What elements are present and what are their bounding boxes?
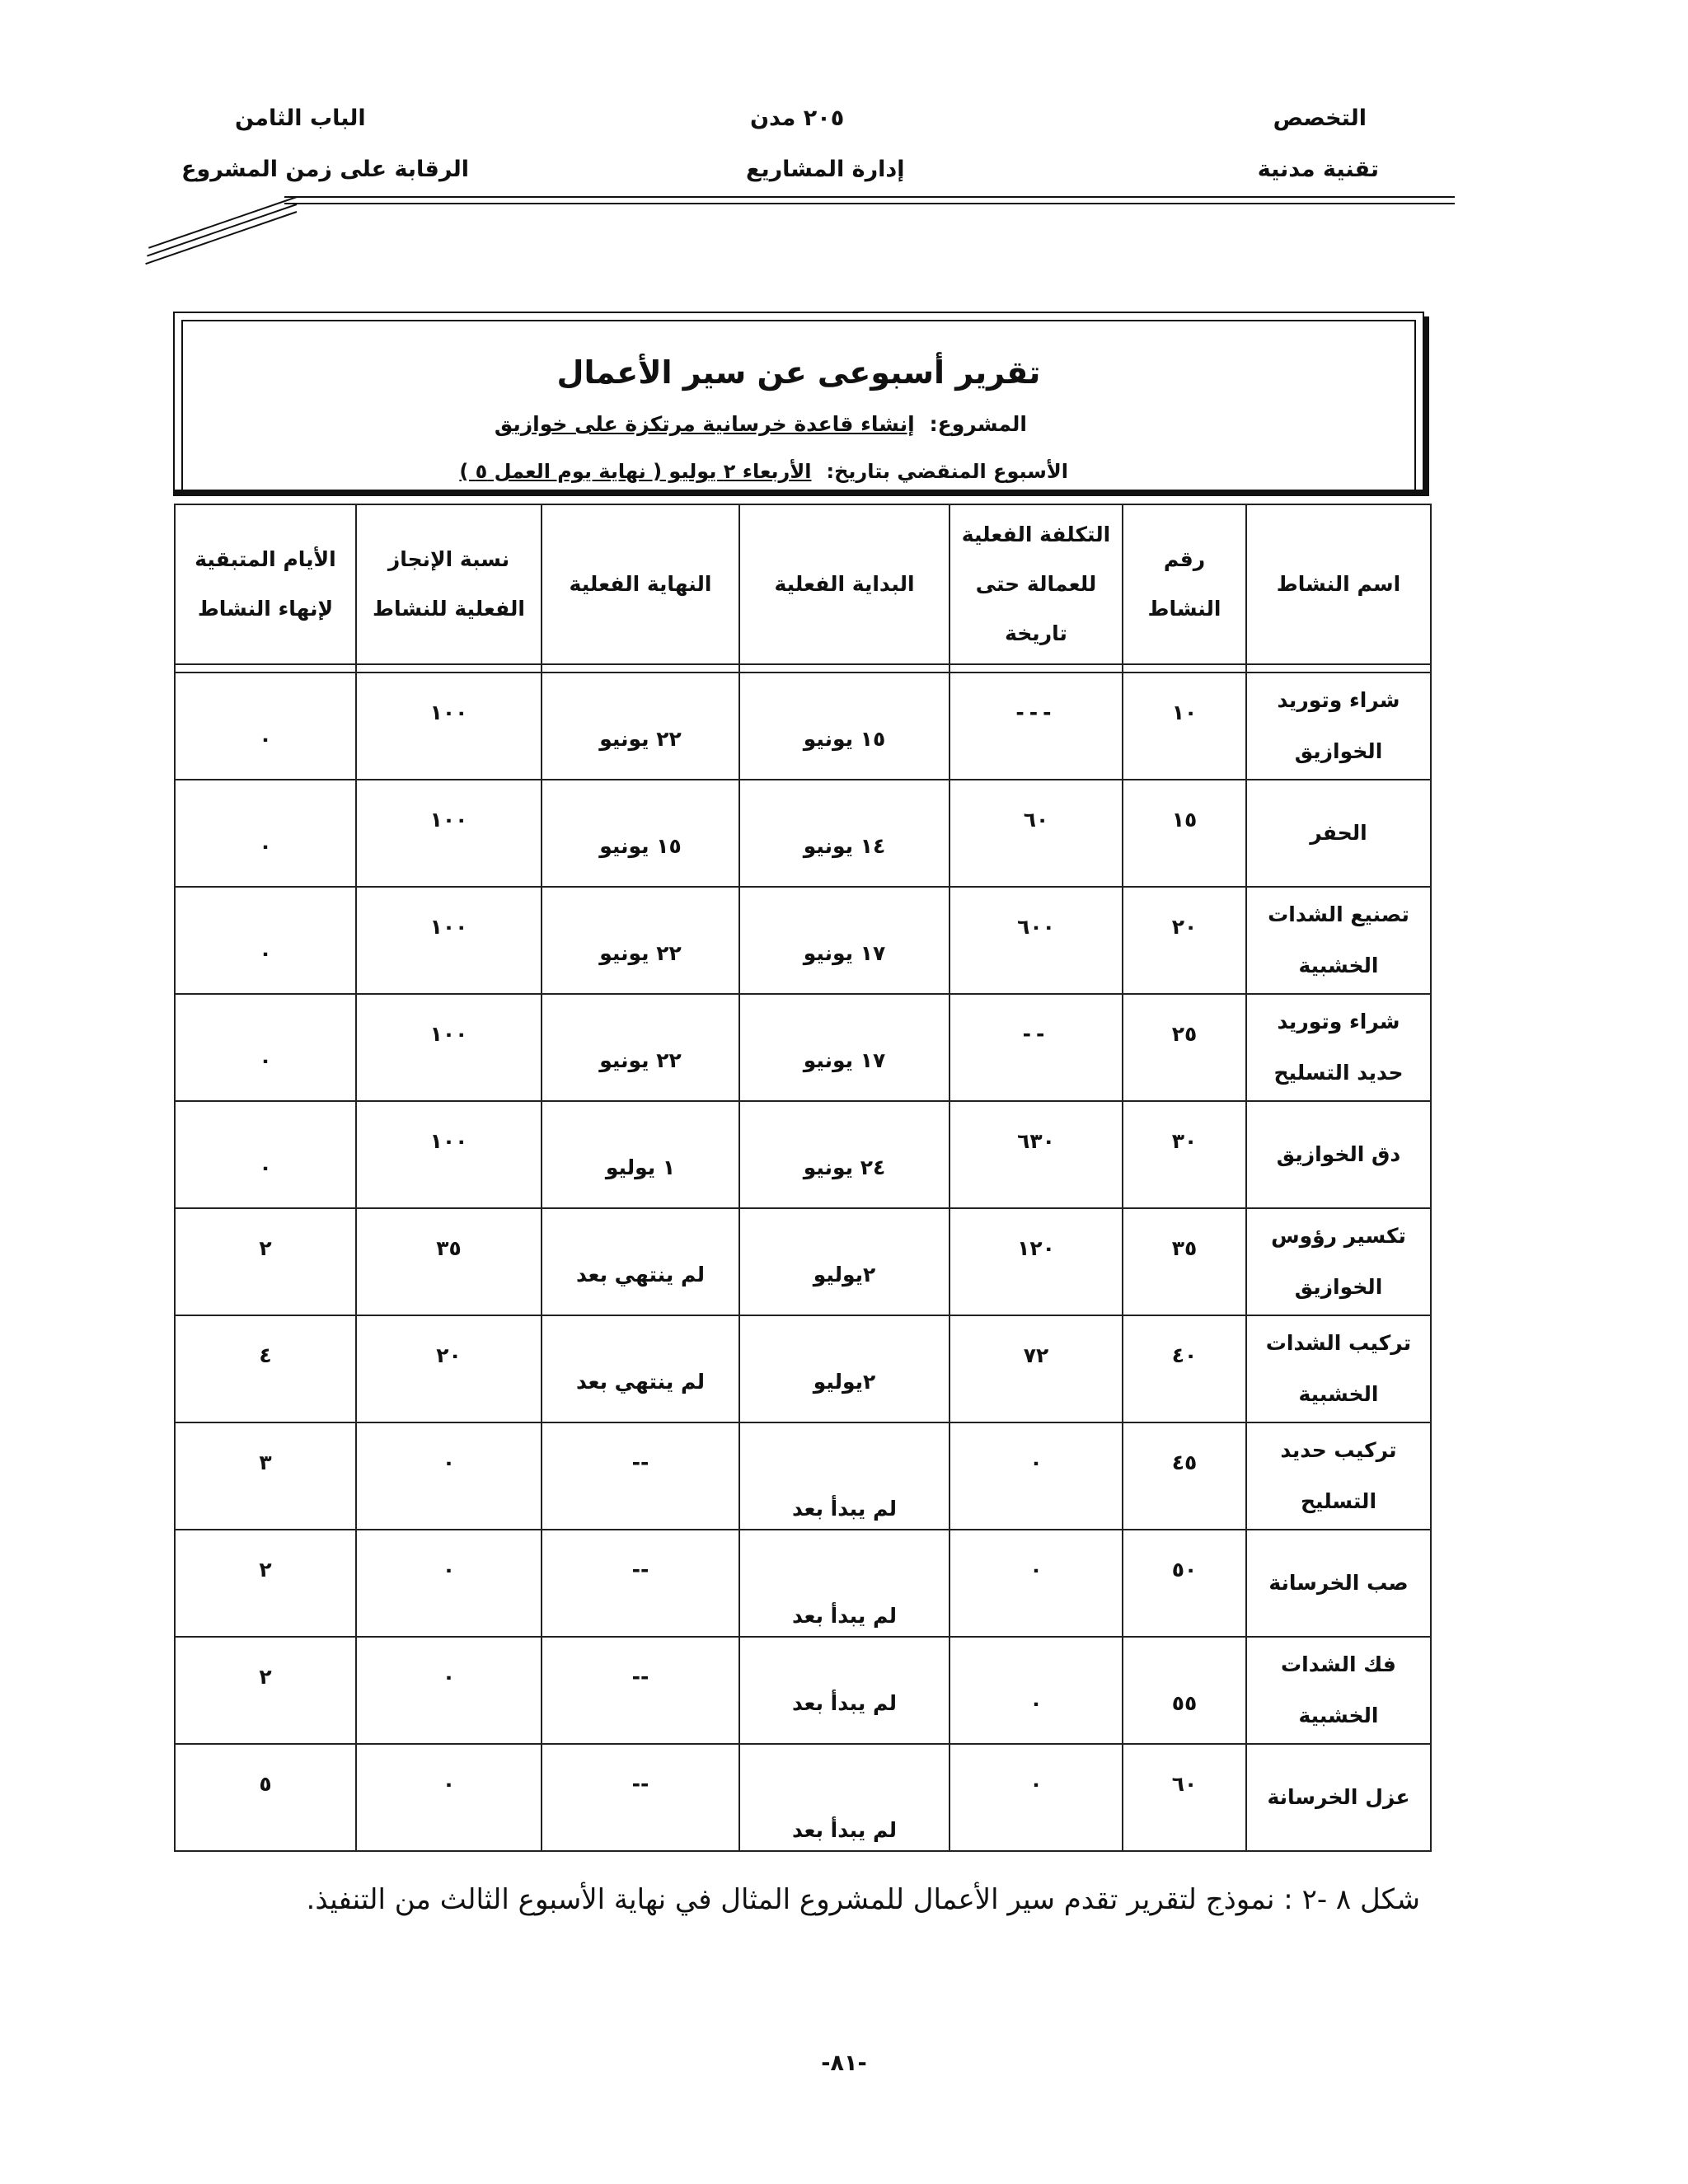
actual-start: ١٧ يونيو [739, 994, 950, 1101]
actual-start: ١٥ يونيو [739, 673, 950, 780]
table-row [175, 780, 1431, 887]
percent-complete: ١٠٠ [356, 994, 542, 1101]
header-specialty-value: تقنية مدنية [1257, 157, 1379, 182]
header-course-name: إدارة المشاريع [746, 157, 905, 182]
actual-finish: -- [542, 1744, 739, 1851]
labor-cost: ٠ [950, 1637, 1123, 1744]
percent-complete: ٠ [356, 1744, 542, 1851]
remaining-days: ٥ [175, 1744, 356, 1851]
remaining-days: ٢ [175, 1208, 356, 1315]
activity-name: صب الخرسانة [1246, 1530, 1431, 1637]
labor-cost: ٠ [950, 1422, 1123, 1530]
header-activity-name: اسم النشاط [1246, 504, 1431, 664]
labor-cost: ٦٠ [950, 780, 1123, 887]
week-value: الأربعاء ٢ يوليو ( نهاية يوم العمل ٥ ) [459, 460, 812, 483]
activity-no: ٢٠ [1123, 887, 1246, 994]
activity-no: ٥٠ [1123, 1530, 1246, 1637]
actual-start: ٢٤ يونيو [739, 1101, 950, 1208]
actual-start: لم يبدأ بعد [739, 1530, 950, 1637]
activity-no: ٤٥ [1123, 1422, 1246, 1530]
table-row [175, 1422, 1431, 1530]
table-row [175, 1101, 1431, 1208]
header-labor-cost: التكلفة الفعلية للعمالة حتى تاريخة [950, 504, 1123, 664]
percent-complete: ١٠٠ [356, 887, 542, 994]
activity-no: ٣٠ [1123, 1101, 1246, 1208]
table-row [175, 1530, 1431, 1637]
labor-cost: ٦٠٠ [950, 887, 1123, 994]
header-rule [284, 203, 1455, 204]
activity-name: شراء وتوريد حديد التسليح [1246, 994, 1431, 1101]
header-specialty-label: التخصص [1273, 105, 1367, 131]
percent-complete: ١٠٠ [356, 673, 542, 780]
percent-complete: ٠ [356, 1530, 542, 1637]
actual-finish: لم ينتهي بعد [542, 1315, 739, 1422]
progress-report-table [174, 504, 1432, 1852]
activity-name: تركيب الشدات الخشبية [1246, 1315, 1431, 1422]
actual-finish: ١ يوليو [542, 1101, 739, 1208]
percent-complete: ٠ [356, 1422, 542, 1530]
header-percent-complete: نسبة الإنجاز الفعلية للنشاط [356, 504, 542, 664]
activity-name: فك الشدات الخشبية [1246, 1637, 1431, 1744]
header-activity-no: رقم النشاط [1123, 504, 1246, 664]
actual-start: لم يبدأ بعد [739, 1422, 950, 1530]
actual-finish: ١٥ يونيو [542, 780, 739, 887]
header-chapter-title: الرقابة على زمن المشروع [181, 157, 470, 182]
labor-cost: ٠ [950, 1530, 1123, 1637]
header-chapter-number: الباب الثامن [235, 105, 366, 131]
project-line [495, 412, 1027, 436]
actual-finish: ٢٢ يونيو [542, 673, 739, 780]
actual-finish: لم ينتهي بعد [542, 1208, 739, 1315]
header-separator [175, 664, 1431, 673]
remaining-days: ٤ [175, 1315, 356, 1422]
labor-cost: --- [950, 673, 1123, 780]
page-number: -٨١- [821, 2050, 867, 2076]
actual-start: ١٧ يونيو [739, 887, 950, 994]
activity-name: شراء وتوريد الخوازيق [1246, 673, 1431, 780]
remaining-days: ٠ [175, 1101, 356, 1208]
activity-no: ٥٥ [1123, 1637, 1246, 1744]
project-label: المشروع: [929, 412, 1027, 436]
activity-no: ٢٥ [1123, 994, 1246, 1101]
percent-complete: ٣٥ [356, 1208, 542, 1315]
activity-no: ١٥ [1123, 780, 1246, 887]
actual-start: ١٤ يونيو [739, 780, 950, 887]
activity-name: تصنيع الشدات الخشبية [1246, 887, 1431, 994]
header-rule-diagonal [147, 204, 297, 256]
figure-caption: شكل ٨ -٢ : نموذج لتقرير تقدم سير الأعمال للمشروع المثال في نهاية الأسبوع الثالث من التنفيذ. [306, 1883, 1420, 1916]
remaining-days: ٢ [175, 1637, 356, 1744]
remaining-days: ٠ [175, 673, 356, 780]
actual-start: ٢يوليو [739, 1315, 950, 1422]
table-row [175, 887, 1431, 994]
percent-complete: ١٠٠ [356, 1101, 542, 1208]
labor-cost: -- [950, 994, 1123, 1101]
report-title: تقرير أسبوعى عن سير الأعمال [556, 354, 1041, 391]
header-actual-finish: النهاية الفعلية [542, 504, 739, 664]
labor-cost: ٧٢ [950, 1315, 1123, 1422]
table-row [175, 1315, 1431, 1422]
report-title-box [173, 312, 1424, 491]
activity-name: عزل الخرسانة [1246, 1744, 1431, 1851]
week-label: الأسبوع المنقضي بتاريخ: [826, 460, 1068, 483]
activity-no: ١٠ [1123, 673, 1246, 780]
remaining-days: ٣ [175, 1422, 356, 1530]
percent-complete: ٢٠ [356, 1315, 542, 1422]
table-row [175, 1208, 1431, 1315]
activity-no: ٤٠ [1123, 1315, 1246, 1422]
actual-finish: ٢٢ يونيو [542, 887, 739, 994]
remaining-days: ٠ [175, 780, 356, 887]
activity-no: ٦٠ [1123, 1744, 1246, 1851]
table-row [175, 1637, 1431, 1744]
activity-name: تكسير رؤوس الخوازيق [1246, 1208, 1431, 1315]
remaining-days: ٢ [175, 1530, 356, 1637]
activity-name: دق الخوازيق [1246, 1101, 1431, 1208]
remaining-days: ٠ [175, 887, 356, 994]
percent-complete: ١٠٠ [356, 780, 542, 887]
header-course-code: ٢٠٥ مدن [750, 105, 845, 131]
remaining-days: ٠ [175, 994, 356, 1101]
percent-complete: ٠ [356, 1637, 542, 1744]
header-rule-diagonal [148, 196, 297, 249]
actual-finish: -- [542, 1422, 739, 1530]
table-row [175, 994, 1431, 1101]
report-title-frame [181, 320, 1416, 490]
actual-start: ٢يوليو [739, 1208, 950, 1315]
activity-no: ٣٥ [1123, 1208, 1246, 1315]
activity-name: تركيب حديد التسليح [1246, 1422, 1431, 1530]
header-actual-start: البداية الفعلية [739, 504, 950, 664]
week-line [459, 460, 1068, 483]
labor-cost: ٠ [950, 1744, 1123, 1851]
header-rule-diagonal [145, 211, 297, 265]
table-header-row [175, 504, 1431, 664]
header-remaining-days: الأيام المتبقية لإنهاء النشاط [175, 504, 356, 664]
actual-start: لم يبدأ بعد [739, 1637, 950, 1744]
actual-finish: ٢٢ يونيو [542, 994, 739, 1101]
activity-name: الحفر [1246, 780, 1431, 887]
labor-cost: ٦٣٠ [950, 1101, 1123, 1208]
table-row [175, 1744, 1431, 1851]
labor-cost: ١٢٠ [950, 1208, 1123, 1315]
table-row [175, 673, 1431, 780]
project-value: إنشاء قاعدة خرسانية مرتكزة على خوازيق [494, 412, 915, 436]
actual-finish: -- [542, 1530, 739, 1637]
header-rule [284, 196, 1455, 198]
actual-start: لم يبدأ بعد [739, 1744, 950, 1851]
actual-finish: -- [542, 1637, 739, 1744]
